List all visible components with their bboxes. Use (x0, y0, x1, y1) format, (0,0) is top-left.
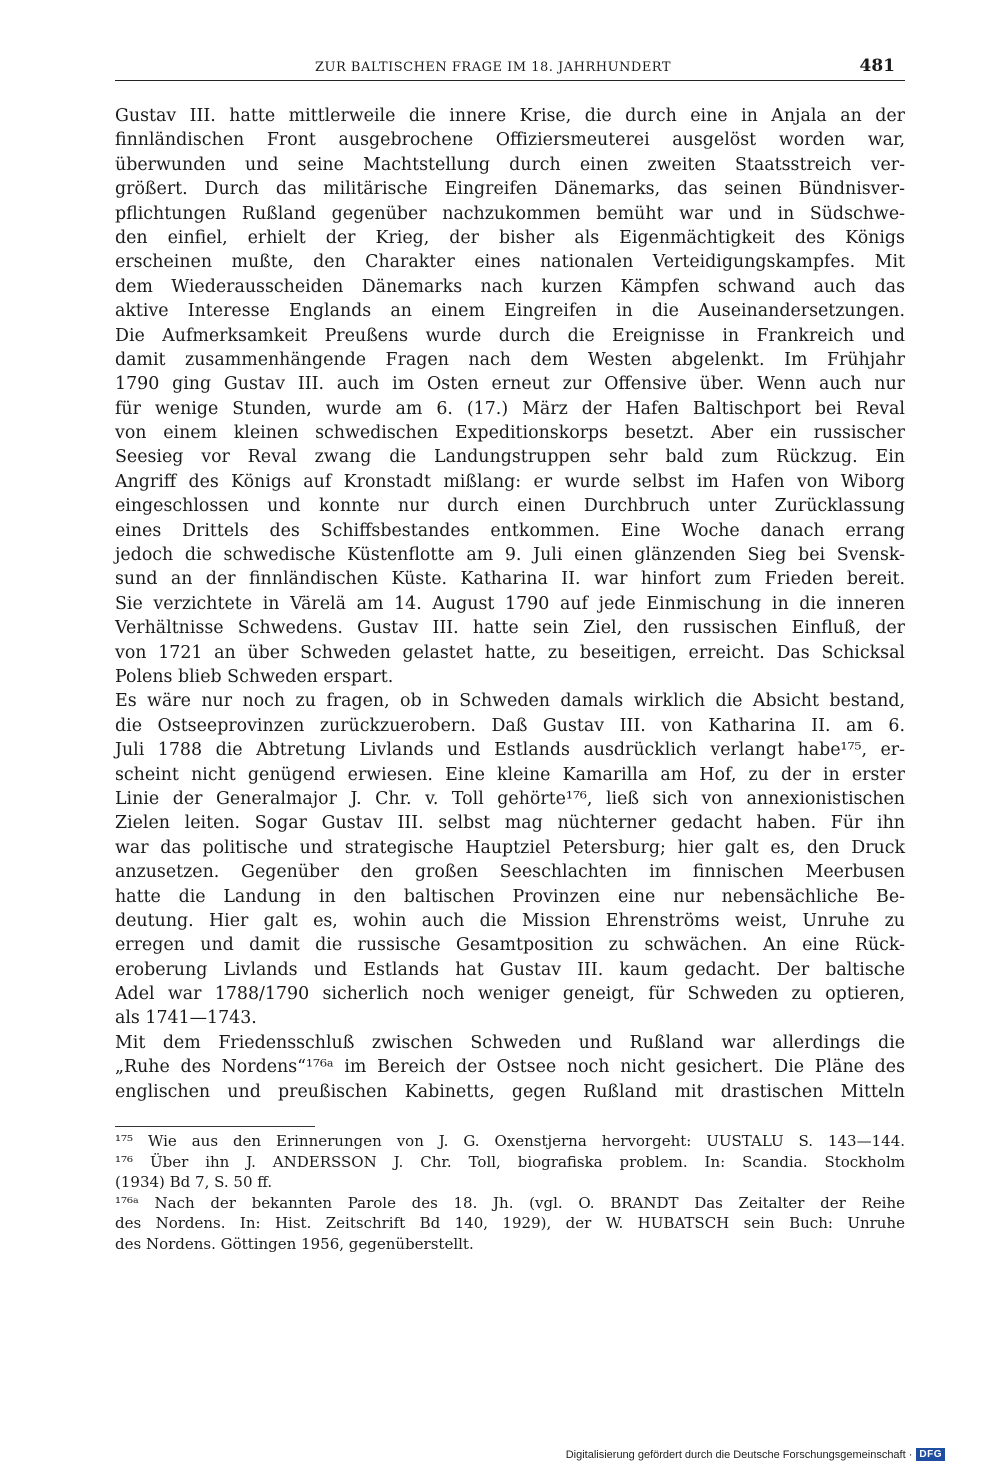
footnotes (115, 1127, 905, 1254)
text-line: 1790 ging Gustav III. auch im Osten erneut zur Offensive über. Wenn auch nur (115, 374, 905, 395)
text-line: finnländischen Front ausgebrochene Offiziersmeuterei ausgelöst worden war, (115, 130, 905, 151)
text-line: war das politische und strategische Hauptziel Petersburg; hier galt es, den Druck (115, 837, 905, 858)
text-line: erscheinen mußte, den Charakter eines nationalen Verteidigungskampfes. Mit (115, 252, 905, 273)
text-line: Adel war 1788/1790 sicherlich noch weniger geneigt, für Schweden zu optieren, (115, 984, 905, 1005)
text-line: Angriff des Königs auf Kronstadt mißlang: er wurde selbst im Hafen von Wiborg (115, 471, 905, 492)
text-line: eingeschlossen und konnte nur durch einen Durchbruch unter Zurücklassung (115, 496, 905, 517)
text-line: hatte die Landung in den baltischen Provinzen eine nur nebensächliche Be- (115, 886, 905, 907)
text-line: sund an der finnländischen Küste. Katharina II. war hinfort zum Frieden bereit. (115, 569, 905, 590)
text-line: von 1721 an über Schweden gelastet hatte, zu beseitigen, erreicht. Das Schicksal (115, 642, 905, 663)
dfg-logo: DFG (916, 1448, 945, 1461)
text-line: den einfiel, erhielt der Krieg, der bisher als Eigenmächtigkeit des Königs (115, 227, 905, 248)
text-line: Linie der Generalmajor J. Chr. v. Toll gehörte¹⁷⁶, ließ sich von annexionistischen (115, 788, 905, 809)
text-line: größert. Durch das militärische Eingreifen Dänemarks, das seinen Bündnisver- (115, 179, 905, 200)
text-line: eines Drittels des Schiffsbestandes entkommen. Eine Woche danach errang (115, 520, 905, 541)
text-line: Polens blieb Schweden erspart. (115, 666, 394, 687)
running-head-title: ZUR BALTISCHEN FRAGE IM 18. JAHRHUNDERT (315, 60, 672, 75)
credit-text: Digitalisierung gefördert durch die Deutsche Forschungsgemeinschaft · (565, 1448, 913, 1461)
text-line: Es wäre nur noch zu fragen, ob in Schweden damals wirklich die Absicht bestand, (115, 691, 905, 712)
page-number: 481 (859, 56, 895, 76)
body-text (115, 104, 905, 1104)
text-line: erregen und damit die russische Gesamtposition zu schwächen. An eine Rück- (115, 935, 905, 956)
text-line: von einem kleinen schwedischen Expeditionskorps besetzt. Aber ein russischer (115, 423, 905, 444)
text-line: die Ostseeprovinzen zurückzuerobern. Daß Gustav III. von Katharina II. am 6. (115, 715, 905, 736)
text-line: Gustav III. hatte mittlerweile die innere Krise, die durch eine in Anjala an der (115, 106, 905, 126)
text-line: Seesieg vor Reval zwang die Landungstruppen sehr bald zum Rückzug. Ein (115, 447, 905, 468)
text-line: als 1741—1743. (115, 1008, 257, 1029)
footnote-line: ¹⁷⁶ Über ihn J. ANDERSSON J. Chr. Toll, biografiska problem. In: Scandia. Stockholm (115, 1152, 905, 1171)
footnote-line: des Nordens. Göttingen 1956, gegenüberstellt. (115, 1234, 474, 1253)
text-line: englischen und preußischen Kabinetts, gegen Rußland mit drastischen Mitteln (115, 1081, 905, 1102)
digitization-credit (566, 1448, 945, 1461)
text-line: für wenige Stunden, wurde am 6. (17.) März der Hafen Baltischport bei Reval (115, 398, 905, 419)
text-line: pflichtungen Rußland gegenüber nachzukommen bemüht war und in Südschwe- (115, 203, 905, 224)
footnote-line: (1934) Bd 7, S. 50 ff. (115, 1173, 273, 1191)
text-line: Zielen leiten. Sogar Gustav III. selbst mag nüchterner gedacht haben. Für ihn (115, 813, 905, 834)
text-line: dem Wiederausscheiden Dänemarks nach kurzen Kämpfen schwand auch das (115, 276, 905, 297)
text-line: jedoch die schwedische Küstenflotte am 9. Juli einen glänzenden Sieg bei Svensk- (115, 545, 905, 566)
footnote-line: des Nordens. In: Hist. Zeitschrift Bd 140, 1929), der W. HUBATSCH sein Buch: Unruhe (115, 1214, 905, 1232)
text-line: überwunden und seine Machtstellung durch einen zweiten Staatsstreich ver- (115, 154, 905, 175)
text-line: Mit dem Friedensschluß zwischen Schweden und Rußland war allerdings die (115, 1032, 905, 1053)
footnote-line: ¹⁷⁶ᵃ Nach der bekannten Parole des 18. Jh. (vgl. O. BRANDT Das Zeitalter der Reihe (115, 1193, 905, 1212)
text-line: scheint nicht genügend erwiesen. Eine kleine Kamarilla am Hof, zu der in erster (115, 764, 905, 785)
text-line: eroberung Livlands und Estlands hat Gustav III. kaum gedacht. Der baltische (115, 959, 905, 980)
text-line: Sie verzichtete in Värelä am 14. August 1790 auf jede Einmischung in die inneren (115, 593, 905, 614)
footnote-line: ¹⁷⁵ Wie aus den Erinnerungen von J. G. Oxenstjerna hervorgeht: UUSTALU S. 143—144. (115, 1132, 905, 1150)
text-line: deutung. Hier galt es, wohin auch die Mission Ehrenströms weist, Unruhe zu (115, 910, 905, 931)
running-header (115, 56, 905, 81)
text-line: damit zusammenhängende Fragen nach dem Westen abgelenkt. Im Frühjahr (115, 349, 905, 370)
text-line: Verhältnisse Schwedens. Gustav III. hatte sein Ziel, den russischen Einfluß, der (115, 618, 905, 639)
text-line: anzusetzen. Gegenüber den großen Seeschlachten im finnischen Meerbusen (115, 862, 905, 883)
text-line: Die Aufmerksamkeit Preußens wurde durch die Ereignisse in Frankreich und (115, 325, 905, 346)
text-line: „Ruhe des Nordens“¹⁷⁶ᵃ im Bereich der Ostsee noch nicht gesichert. Die Pläne des (115, 1057, 905, 1078)
text-line: Juli 1788 die Abtretung Livlands und Estlands ausdrücklich verlangt habe¹⁷⁵, er- (115, 740, 905, 761)
text-line: aktive Interesse Englands an einem Eingreifen in die Auseinandersetzungen. (115, 301, 905, 322)
